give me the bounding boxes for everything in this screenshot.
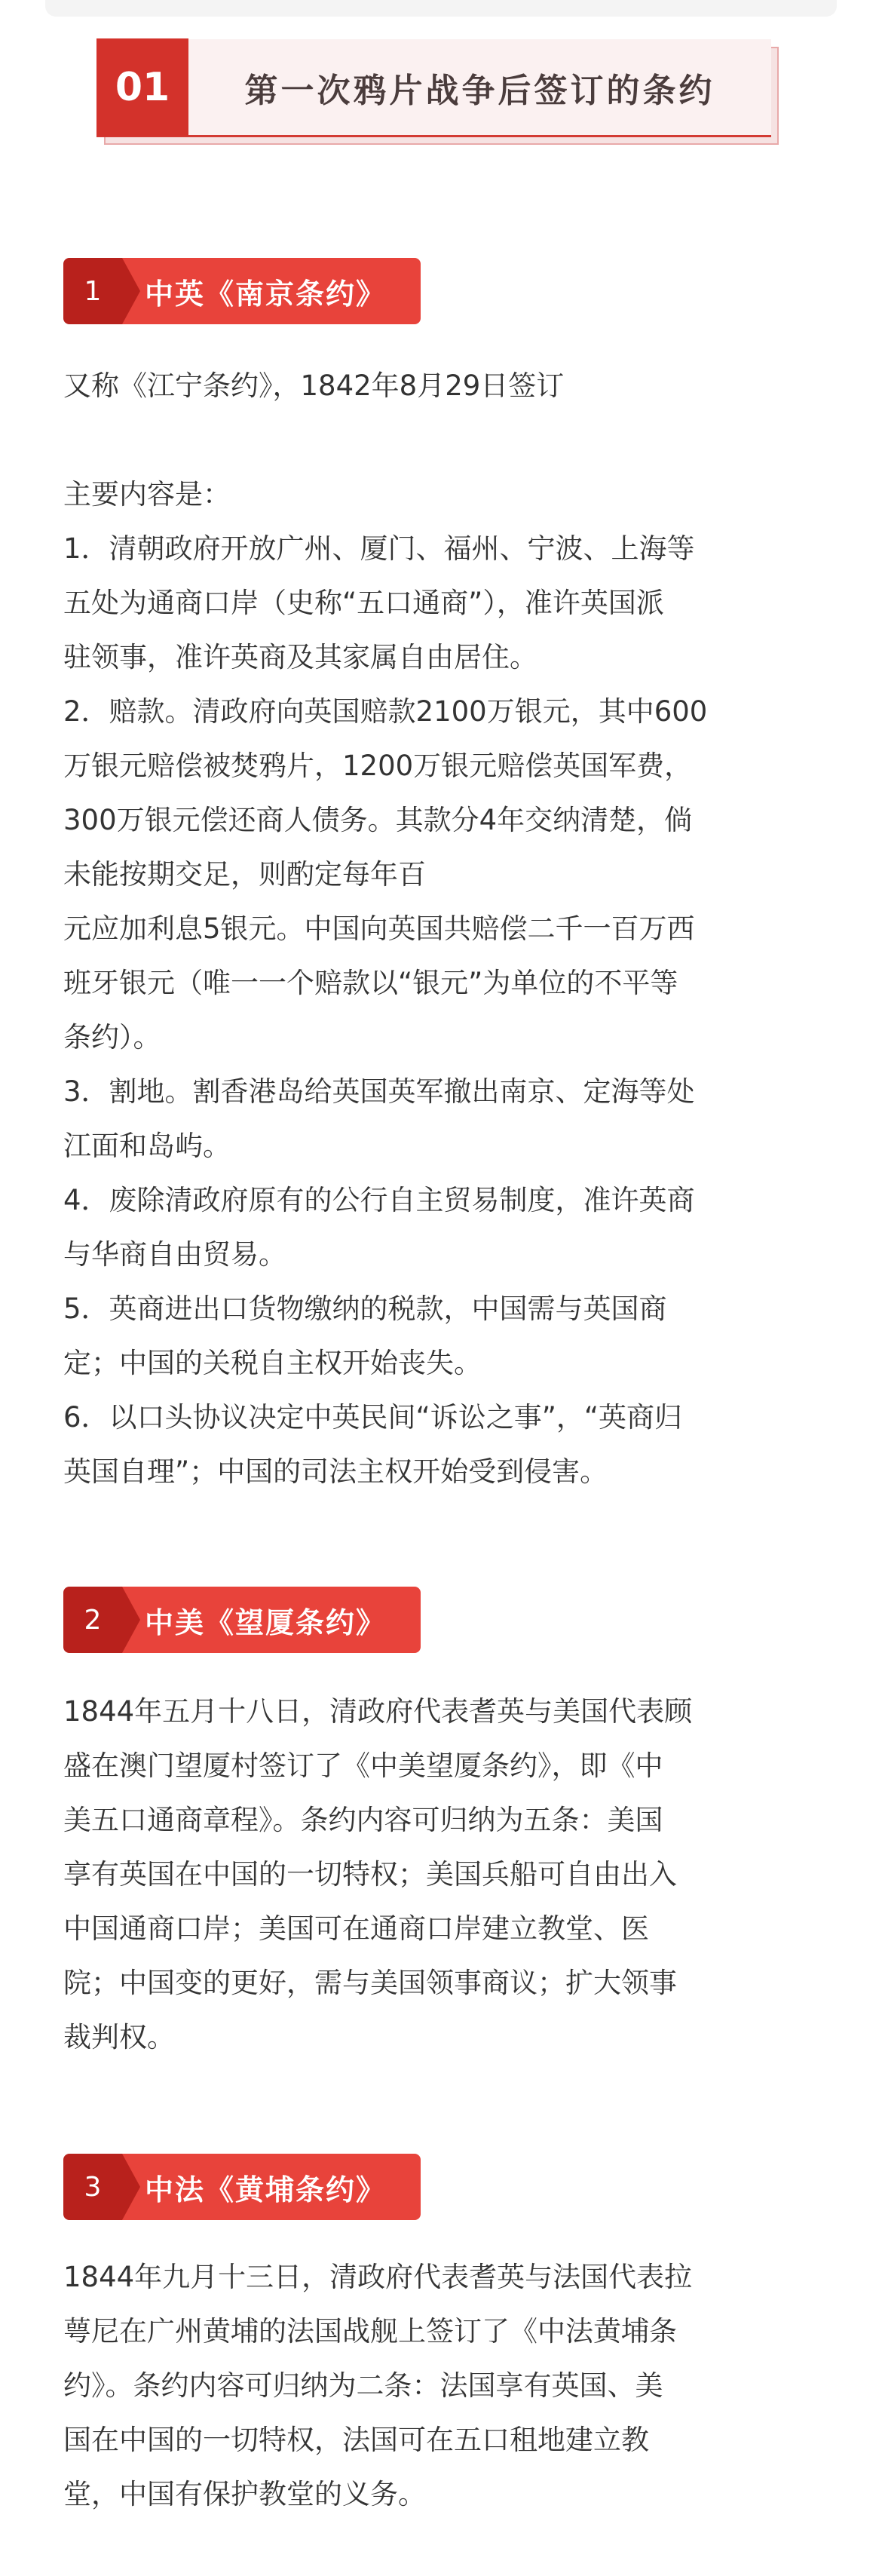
text-line: 条约）。 bbox=[63, 1021, 161, 1053]
text-line: 约》。条约内容可归纳为二条：法国享有英国、美 bbox=[63, 2369, 663, 2402]
treaty-2-content bbox=[63, 1685, 825, 2065]
text-line: 院；中国变的更好，需与美国领事商议；扩大领事 bbox=[63, 1967, 677, 1999]
text-line: 300万银元偿还商人债务。其款分4年交纳清楚，倘 bbox=[63, 804, 693, 836]
text-line: 6．以口头协议决定中英民间“诉讼之事”，“英商归 bbox=[63, 1401, 683, 1434]
text-line: 享有英国在中国的一切特权；美国兵船可自由出入 bbox=[63, 1858, 677, 1891]
text-line: 2．赔款。清政府向英国赔款2100万银元，其中600 bbox=[63, 695, 708, 728]
text-line: 4．废除清政府原有的公行自主贸易制度，准许英商 bbox=[63, 1184, 695, 1216]
treaty-tag-1 bbox=[63, 258, 421, 324]
tag-arrow-shape bbox=[122, 2154, 140, 2220]
text-line: 定；中国的关税自主权开始丧失。 bbox=[63, 1347, 482, 1379]
text-line: 元应加利息5银元。中国向英国共赔偿二千一百万西 bbox=[63, 912, 695, 945]
treaty-1-content bbox=[63, 468, 825, 1499]
treaty-3-content bbox=[63, 2250, 825, 2522]
text-line: 裁判权。 bbox=[63, 2021, 175, 2053]
text-line: 五处为通商口岸（史称“五口通商”），准许英国派 bbox=[63, 587, 664, 619]
banner-number: 01 bbox=[96, 38, 188, 136]
text-line: 国在中国的一切特权，法国可在五口租地建立教 bbox=[63, 2424, 649, 2456]
treaty-number: 2 bbox=[63, 1587, 122, 1653]
text-line: 1．清朝政府开放广州、厦门、福州、宁波、上海等 bbox=[63, 532, 695, 565]
banner-face bbox=[96, 39, 771, 137]
text-line: 3．割地。割香港岛给英国英军撤出南京、定海等处 bbox=[63, 1075, 695, 1108]
treaty-label: 中法《黄埔条约》 bbox=[122, 2154, 421, 2220]
text-line: 江面和岛屿。 bbox=[63, 1130, 231, 1162]
text-line: 又称《江宁条约》，1842年8月29日签订 bbox=[63, 370, 565, 402]
text-line: 与华商自由贸易。 bbox=[63, 1238, 286, 1271]
tag-arrow-shape bbox=[122, 1587, 140, 1653]
text-line: 驻领事，准许英商及其家属自由居住。 bbox=[63, 641, 537, 673]
text-line: 英国自理”；中国的司法主权开始受到侵害。 bbox=[63, 1455, 608, 1488]
text-line: 堂，中国有保护教堂的义务。 bbox=[63, 2478, 426, 2510]
treaty-1-intro bbox=[63, 359, 825, 413]
treaty-number: 3 bbox=[63, 2154, 122, 2220]
text-line: 万银元赔偿被焚鸦片，1200万银元赔偿英国军费， bbox=[63, 750, 693, 782]
banner-title: 第一次鸦片战争后签订的条约 bbox=[244, 71, 715, 110]
text-line: 萼尼在广州黄埔的法国战舰上签订了《中法黄埔条 bbox=[63, 2315, 677, 2348]
treaty-label: 中英《南京条约》 bbox=[122, 258, 421, 324]
treaty-number: 1 bbox=[63, 258, 122, 324]
treaty-tag-2 bbox=[63, 1587, 421, 1653]
text-line: 未能按期交足，则酌定每年百 bbox=[63, 858, 426, 891]
tag-arrow-shape bbox=[122, 258, 140, 324]
text-line: 主要内容是： bbox=[63, 478, 231, 511]
text-line: 中国通商口岸；美国可在通商口岸建立教堂、医 bbox=[63, 1912, 649, 1945]
text-line: 5．英商进出口货物缴纳的税款，中国需与英国商 bbox=[63, 1293, 667, 1325]
section-banner bbox=[96, 39, 779, 145]
text-line: 美五口通商章程》。条约内容可归纳为五条：美国 bbox=[63, 1804, 663, 1836]
text-line: 1844年五月十八日，清政府代表耆英与美国代表顾 bbox=[63, 1695, 693, 1728]
text-line: 班牙银元（唯一一个赔款以“银元”为单位的不平等 bbox=[63, 967, 678, 999]
treaty-tag-3 bbox=[63, 2154, 421, 2220]
text-line: 1844年九月十三日，清政府代表耆英与法国代表拉 bbox=[63, 2261, 693, 2293]
text-line: 盛在澳门望厦村签订了《中美望厦条约》，即《中 bbox=[63, 1750, 663, 1782]
treaty-label: 中美《望厦条约》 bbox=[122, 1587, 421, 1653]
top-divider bbox=[45, 0, 837, 17]
